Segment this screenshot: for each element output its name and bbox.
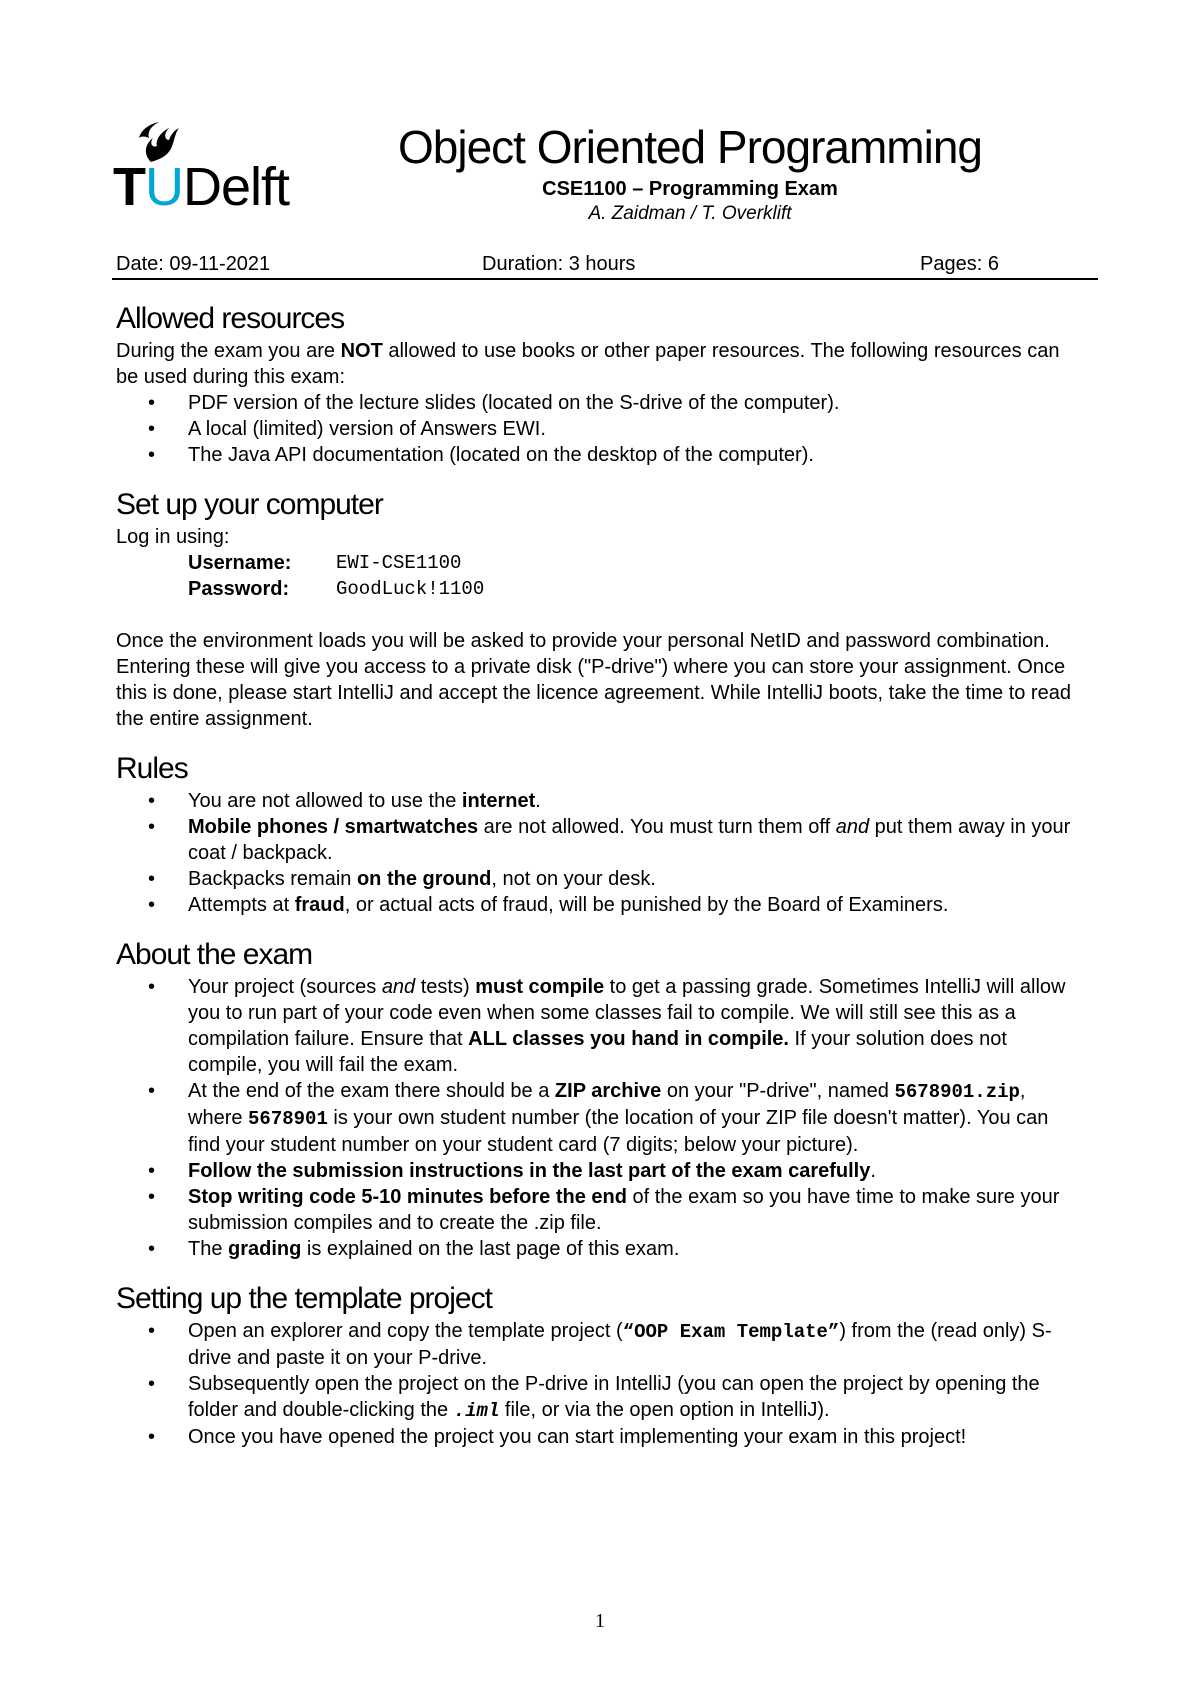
text-run-bold: must compile [475, 976, 605, 998]
password-label: Password: [188, 578, 290, 600]
username-row [188, 550, 1076, 576]
text-run-bold: Mobile phones / smartwatches [188, 816, 479, 838]
section-heading: About the exam [116, 938, 313, 971]
text-run: Subsequently open the project on the P-drive in IntelliJ (you can open the project by opening the folder and double-clicking the [188, 1373, 1040, 1421]
zip-filename: 5678901.zip [894, 1081, 1020, 1103]
text-run: At the end of the exam there should be a [188, 1080, 555, 1102]
header-divider [112, 278, 1098, 280]
text-run-bold: Stop writing code 5-10 minutes before the end [188, 1186, 627, 1208]
list-item: • PDF version of the lecture slides (located on the S-drive of the computer). [188, 390, 1076, 416]
text-run-bold: on the ground [356, 868, 492, 890]
password-row [188, 576, 1076, 602]
section-heading: Allowed resources [116, 302, 345, 335]
text-run: Your project (sources [188, 976, 382, 998]
exam-duration: Duration: 3 hours [482, 253, 636, 275]
username-label: Username: [188, 552, 292, 574]
text-run-bold: internet [461, 790, 536, 812]
list-item [188, 892, 1076, 918]
text-run: ) from the (read only) S-drive and paste it on your P-drive. [188, 1320, 1052, 1369]
template-name: “OOP Exam Template” [622, 1321, 840, 1343]
student-number-example: 5678901 [248, 1108, 328, 1130]
section-heading: Setting up the template project [116, 1282, 492, 1315]
text-run: tests) [415, 976, 476, 998]
about-list [116, 974, 1076, 1262]
text-run: The [188, 1238, 229, 1260]
list-item [188, 1236, 1076, 1262]
text-run: If your solution does not compile, you will fail the exam. [188, 1028, 1007, 1076]
username-value: EWI-CSE1100 [336, 552, 462, 574]
allowed-list [116, 390, 1076, 468]
exam-meta [116, 251, 1098, 277]
text-run: allowed to use books or other paper resources. The following resources can be used during this exam: [116, 340, 1060, 388]
allowed-resources-section [116, 300, 1076, 468]
list-item [188, 814, 1076, 866]
section-heading: Rules [116, 752, 188, 785]
text-run-bold: ZIP archive [554, 1080, 662, 1102]
course-code: CSE1100 – Programming Exam [542, 178, 838, 200]
list-item [188, 788, 1076, 814]
list-item: • Once you have opened the project you can start implementing your exam in this project! [188, 1424, 1076, 1450]
text-run-bold: NOT [340, 340, 383, 362]
page-title: Object Oriented Programming [397, 121, 983, 173]
list-item [188, 866, 1076, 892]
section-heading: Set up your computer [116, 488, 383, 521]
list-item: • A local (limited) version of Answers EWI. [188, 416, 1076, 442]
text-run-bold: Follow the submission instructions in the last part of the exam carefully [188, 1160, 871, 1182]
list-item: • The Java API documentation (located on the desktop of the computer). [188, 442, 1076, 468]
text-run-bold: fraud [294, 894, 345, 916]
text-run: . [870, 1160, 876, 1182]
text-run: file, or via the open option in IntelliJ). [499, 1399, 830, 1421]
iml-extension: .iml [453, 1400, 500, 1422]
credentials [116, 550, 1076, 602]
text-run: Attempts at [188, 894, 295, 916]
template-list [116, 1318, 1076, 1450]
text-run: Open an explorer and copy the template project ( [188, 1320, 623, 1342]
text-run: are not allowed. You must turn them off [478, 816, 836, 838]
allowed-intro [116, 338, 1076, 390]
authors: A. Zaidman / T. Overklift [588, 203, 792, 224]
text-run-italic: and [381, 976, 416, 998]
logo-u: U [145, 157, 183, 217]
text-run: put them away in your coat / backpack. [188, 816, 1071, 864]
list-item [188, 1078, 1076, 1158]
login-intro: Log in using: [116, 526, 230, 548]
text-run: You are not allowed to use the [188, 790, 462, 812]
text-run: , not on your desk. [491, 868, 656, 890]
text-run: of the exam so you have time to make sure your submission compiles and to create the .zip file. [188, 1186, 1060, 1234]
logo-t: T [113, 157, 145, 217]
list-item [188, 1184, 1076, 1236]
password-value: GoodLuck!1100 [336, 578, 485, 600]
text-run: , where [188, 1080, 1026, 1129]
text-run-bold: ALL classes you hand in compile. [468, 1028, 789, 1050]
text-run-italic: and [835, 816, 870, 838]
list-item [188, 974, 1076, 1078]
about-section [116, 936, 1076, 1262]
exam-date: Date: 09-11-2021 [116, 253, 271, 275]
text-run: is explained on the last page of this exam. [301, 1238, 680, 1260]
text-run-bold: grading [228, 1238, 302, 1260]
text-run: . [535, 790, 541, 812]
logo-delft: Delft [183, 157, 290, 217]
rules-section [116, 750, 1076, 918]
rules-list [116, 788, 1076, 918]
page-number: 1 [595, 1610, 605, 1632]
setup-paragraph: Once the environment loads you will be asked to provide your personal NetID and password combination. Entering these will give you access to a private disk ("P-drive") where you can store your assignment. Once this is done, please start IntelliJ and accept the licence agreement. While IntelliJ boots, take the time to read the entire assignment. [116, 630, 1071, 730]
text-run: Backpacks remain [188, 868, 357, 890]
exam-pages: Pages: 6 [920, 253, 999, 275]
text-run: on your "P-drive", named [661, 1080, 895, 1102]
text-run: During the exam you are [116, 340, 341, 362]
list-item [188, 1318, 1076, 1371]
title-block [380, 120, 1000, 226]
list-item [188, 1158, 1076, 1184]
text-run: to get a passing grade. Sometimes IntelliJ will allow you to run part of your code even when some classes fail to compile. We will still see this as a compilation failure. Ensure that [188, 976, 1066, 1050]
list-item [188, 1371, 1076, 1424]
template-section [116, 1280, 1076, 1450]
setup-section [116, 486, 1076, 732]
tu-delft-wordmark [113, 157, 290, 217]
exam-content [116, 300, 1076, 1450]
text-run: is your own student number (the location of your ZIP file doesn't matter). You can find your student number on your student card (7 digits; below your picture). [188, 1107, 1049, 1156]
tu-delft-logo [113, 118, 328, 217]
text-run: , or actual acts of fraud, will be punished by the Board of Examiners. [344, 894, 949, 916]
